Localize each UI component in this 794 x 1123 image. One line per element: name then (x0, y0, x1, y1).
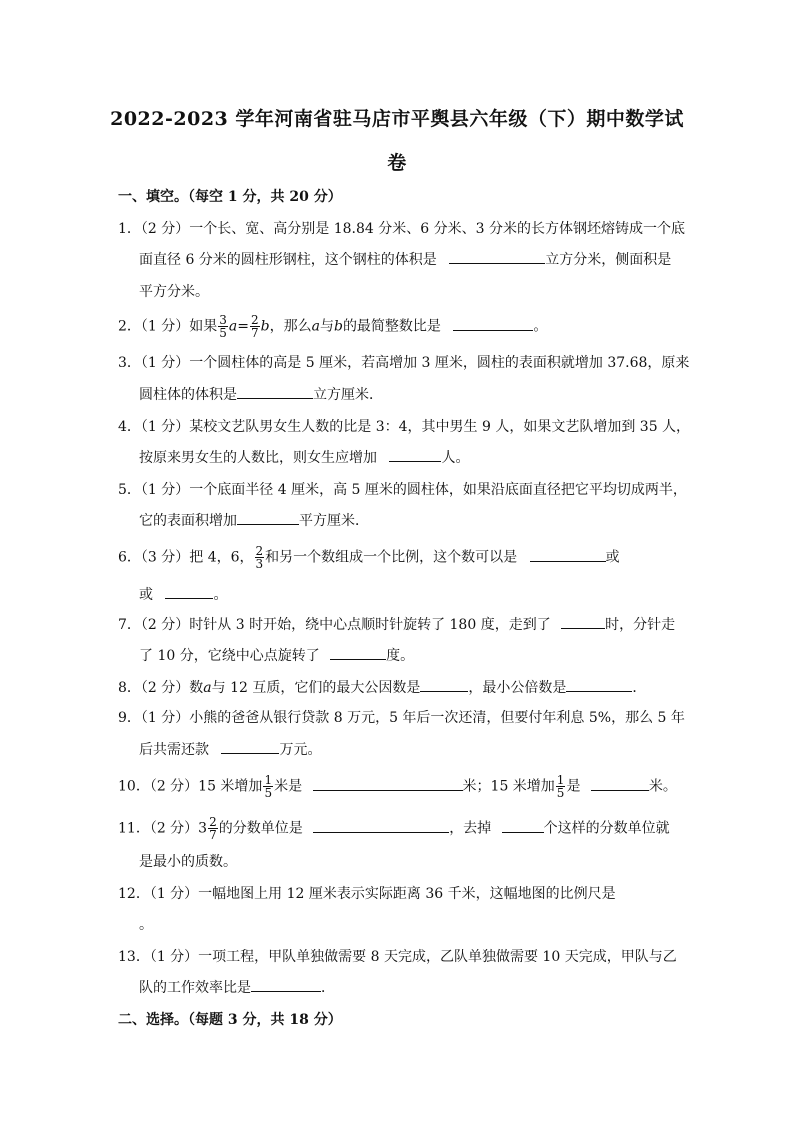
answer-blank[interactable] (237, 510, 299, 525)
question-6-text: 和另一个数组成一个比例，这个数可以是 (265, 549, 518, 566)
fraction (218, 314, 228, 339)
fraction-denominator: 5 (264, 786, 273, 800)
fraction-numerator: 3 (219, 313, 227, 327)
question-2-text: 2．（1 分）如果 (118, 318, 218, 335)
fraction (263, 774, 273, 799)
question-10-text: 米；15 米增加 (462, 778, 555, 795)
fraction-numerator: 2 (255, 544, 264, 558)
section-fill-in-heading: 一、填空。（每空 1 分，共 20 分） (118, 189, 342, 205)
question-8-text: 8．（2 分）数 (118, 680, 204, 696)
question-8-text: ． (632, 680, 647, 696)
exam-title-line1: 2022-2023 学年河南省驻马店市平舆县六年级（下）期中数学试 (110, 108, 684, 130)
question-8-text: 与 12 互质，它们的最大公因数是 (211, 680, 421, 696)
question-4-line1: 4．（1 分）某校文艺队男女生人数的比是 3：4，其中男生 9 人，如果文艺队增加到 35 人， (118, 419, 691, 435)
exam-title-line2: 卷 (387, 152, 407, 174)
fraction-denominator: 5 (556, 786, 565, 800)
question-3-text: 立方厘米． (313, 387, 383, 403)
question-8-text: ，最小公倍数是 (468, 680, 567, 696)
fraction (255, 545, 265, 570)
question-5-line1: 5．（1 分）一个底面半径 4 厘米，高 5 厘米的圆柱体，如果沿底面直径把它平均切成两半， (118, 482, 687, 498)
question-12-line2: 。 (139, 917, 153, 933)
fraction (556, 774, 566, 799)
question-11-text: 的分数单位是 (218, 820, 303, 837)
fraction-denominator: 3 (255, 557, 264, 571)
question-13-line2 (139, 977, 335, 997)
variable: a (311, 318, 320, 335)
question-11-text: 11．（2 分）3 (118, 820, 208, 837)
answer-blank[interactable] (502, 818, 544, 833)
question-2-text: 。 (533, 318, 548, 335)
question-7-text: 7．（2 分）时针从 3 时开始，绕中心点顺时针旋转了 180 度，走到了 (118, 617, 551, 633)
question-10 (118, 774, 677, 799)
question-1-line2 (139, 249, 671, 269)
question-3-text: 圆柱体的体积是 (139, 387, 237, 403)
question-11-line1 (118, 816, 670, 841)
question-11-text: ，去掉 (449, 820, 492, 837)
answer-blank[interactable] (221, 739, 279, 754)
question-11-line2: 是最小的质数。 (139, 854, 237, 870)
fraction-denominator: 5 (219, 326, 227, 340)
fraction-denominator: 7 (251, 326, 259, 340)
question-5-line2 (139, 510, 369, 530)
question-9-line1: 9．（1 分）小熊的爸爸从银行贷款 8 万元，5 年后一次还清，但要付年利息 5%，那么 5 年 (118, 710, 685, 726)
question-8 (118, 677, 646, 697)
question-12-line1: 12．（1 分）一幅地图上用 12 厘米表示实际距离 36 千米，这幅地图的比例尺是 (118, 886, 616, 902)
question-9-line2 (139, 739, 321, 759)
answer-blank[interactable] (251, 977, 321, 992)
answer-blank[interactable] (420, 677, 468, 692)
fraction-numerator: 2 (209, 815, 217, 829)
question-4-text: 人。 (441, 450, 470, 466)
question-10-text: 10．（2 分）15 米增加 (118, 778, 263, 795)
question-6-text: 6．（3 分）把 4，6， (118, 549, 254, 566)
answer-blank[interactable] (530, 547, 606, 562)
question-7-line2 (139, 645, 414, 665)
question-5-text: 它的表面积增加 (139, 513, 237, 529)
question-6-text: 。 (213, 587, 228, 603)
question-7-text: 时，分针走 (605, 617, 676, 633)
answer-blank[interactable] (561, 614, 605, 629)
question-2-text: ，那么 (269, 318, 312, 335)
question-7-text: 度。 (386, 648, 415, 664)
question-7-line1 (118, 614, 675, 634)
answer-blank[interactable] (591, 776, 649, 791)
question-6-text: 或 (605, 549, 620, 566)
variable: a (203, 680, 212, 696)
question-11-text: 个这样的分数单位就 (543, 820, 670, 837)
answer-blank[interactable] (313, 818, 449, 833)
question-2 (118, 314, 547, 339)
section-choice-heading: 二、选择。（每题 3 分，共 18 分） (118, 1012, 342, 1028)
question-5-text: 平方厘米． (299, 513, 369, 529)
question-10-text: 米。 (648, 778, 677, 795)
question-10-text: 米是 (274, 778, 303, 795)
question-1-line1: 1．（2 分）一个长、宽、高分别是 18.84 分米、6 分米、3 分米的长方体钢坯熔铸成一个底 (118, 221, 685, 237)
answer-blank[interactable] (313, 776, 463, 791)
question-6-text: 或 (139, 587, 153, 603)
answer-blank[interactable] (330, 645, 386, 660)
question-9-text: 万元。 (279, 742, 322, 758)
fraction-denominator: 7 (209, 828, 217, 842)
question-3-line2 (139, 384, 383, 404)
question-4-line2 (139, 447, 469, 467)
question-6-line2 (139, 584, 227, 604)
question-9-text: 后共需还款 (139, 742, 209, 758)
question-2-text: 的最简整数比是 (342, 318, 441, 335)
variable: b (333, 318, 343, 335)
answer-blank[interactable] (389, 447, 441, 462)
answer-blank[interactable] (165, 584, 213, 599)
answer-blank[interactable] (237, 384, 313, 399)
question-1-text-b: 立方分米，侧面积是 (545, 252, 672, 268)
question-7-text: 了 10 分，它绕中心点旋转了 (139, 648, 320, 664)
question-4-text: 按原来男女生的人数比，则女生应增加 (139, 450, 377, 466)
question-13-text: ． (321, 980, 335, 996)
variable: b (260, 318, 270, 335)
fraction-numerator: 1 (264, 773, 273, 787)
question-6-line1 (118, 545, 620, 570)
question-10-text: 是 (566, 778, 581, 795)
question-13-text: 队的工作效率比是 (139, 980, 251, 996)
question-1-text: 面直径 6 分米的圆柱形钢柱，这个钢柱的体积是 (139, 252, 437, 268)
question-13-line1: 13．（1 分）一项工程，甲队单独做需要 8 天完成，乙队单独做需要 10 天完成，甲队与乙 (118, 949, 677, 965)
question-1-line3: 平方分米。 (139, 284, 209, 300)
question-2-text: 与 (319, 318, 334, 335)
answer-blank[interactable] (566, 677, 632, 692)
answer-blank[interactable] (453, 316, 533, 331)
fraction-numerator: 1 (556, 773, 565, 787)
equals-sign: = (237, 318, 249, 335)
answer-blank[interactable] (449, 249, 545, 264)
fraction (250, 314, 260, 339)
fraction-numerator: 2 (251, 313, 259, 327)
fraction (208, 816, 218, 841)
variable: a (228, 318, 238, 335)
question-3-line1: 3．（1 分）一个圆柱体的高是 5 厘米，若高增加 3 厘米，圆柱的表面积就增加 37.68，原来 (118, 355, 690, 371)
